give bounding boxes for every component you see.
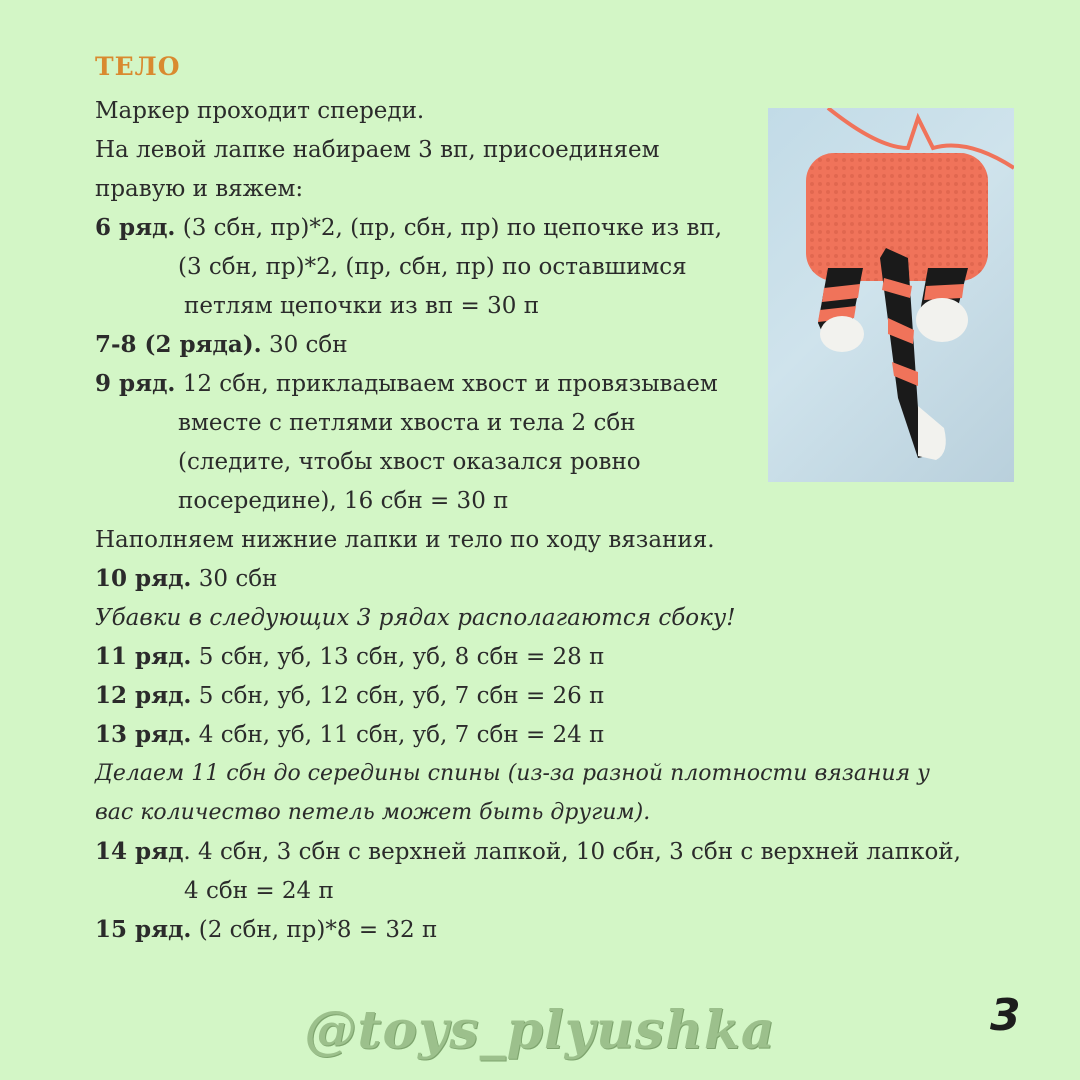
row-9-cont: (следите, чтобы хвост оказался ровно bbox=[178, 449, 641, 475]
page-number: 3 bbox=[990, 990, 1021, 1041]
note-line: Делаем 11 сбн до середины спины (из-за разной плотности вязания у bbox=[95, 761, 930, 786]
author-handle: @toys_plyushka bbox=[304, 1000, 776, 1061]
row-14: 14 ряд. 4 сбн, 3 сбн с верхней лапкой, 10 сбн, 3 сбн с верхней лапкой, bbox=[95, 838, 961, 865]
row-9: 9 ряд. 12 сбн, прикладываем хвост и провязываем bbox=[95, 370, 718, 397]
row-15: 15 ряд. (2 сбн, пр)*8 = 32 п bbox=[95, 916, 438, 943]
text-line: Наполняем нижние лапки и тело по ходу вязания. bbox=[95, 527, 715, 553]
row-10: 10 ряд. 30 сбн bbox=[95, 565, 278, 592]
row-9-cont: вместе с петлями хвоста и тела 2 сбн bbox=[178, 410, 636, 436]
note-line: вас количество петель может быть другим). bbox=[95, 800, 651, 825]
crochet-body-photo bbox=[768, 108, 1014, 482]
note-line: Убавки в следующих 3 рядах располагаются сбоку! bbox=[95, 605, 736, 631]
row-14-cont: 4 сбн = 24 п bbox=[184, 878, 334, 904]
text-line: правую и вяжем: bbox=[95, 176, 304, 202]
row-6-cont: петлям цепочки из вп = 30 п bbox=[184, 293, 540, 319]
row-6: 6 ряд. (3 сбн, пр)*2, (пр, сбн, пр) по цепочке из вп, bbox=[95, 214, 723, 241]
row-7-8: 7-8 (2 ряда). 30 сбн bbox=[95, 331, 348, 358]
row-12: 12 ряд. 5 сбн, уб, 12 сбн, уб, 7 сбн = 26 п bbox=[95, 682, 605, 709]
text-line: На левой лапке набираем 3 вп, присоединяем bbox=[95, 137, 660, 163]
text-line: Маркер проходит спереди. bbox=[95, 98, 425, 124]
row-9-cont: посередине), 16 сбн = 30 п bbox=[178, 488, 509, 514]
row-13: 13 ряд. 4 сбн, уб, 11 сбн, уб, 7 сбн = 24 п bbox=[95, 721, 605, 748]
row-6-cont: (3 сбн, пр)*2, (пр, сбн, пр) по оставшимся bbox=[178, 254, 687, 280]
section-heading: ТЕЛО bbox=[95, 52, 181, 81]
row-11: 11 ряд. 5 сбн, уб, 13 сбн, уб, 8 сбн = 28 п bbox=[95, 643, 605, 670]
